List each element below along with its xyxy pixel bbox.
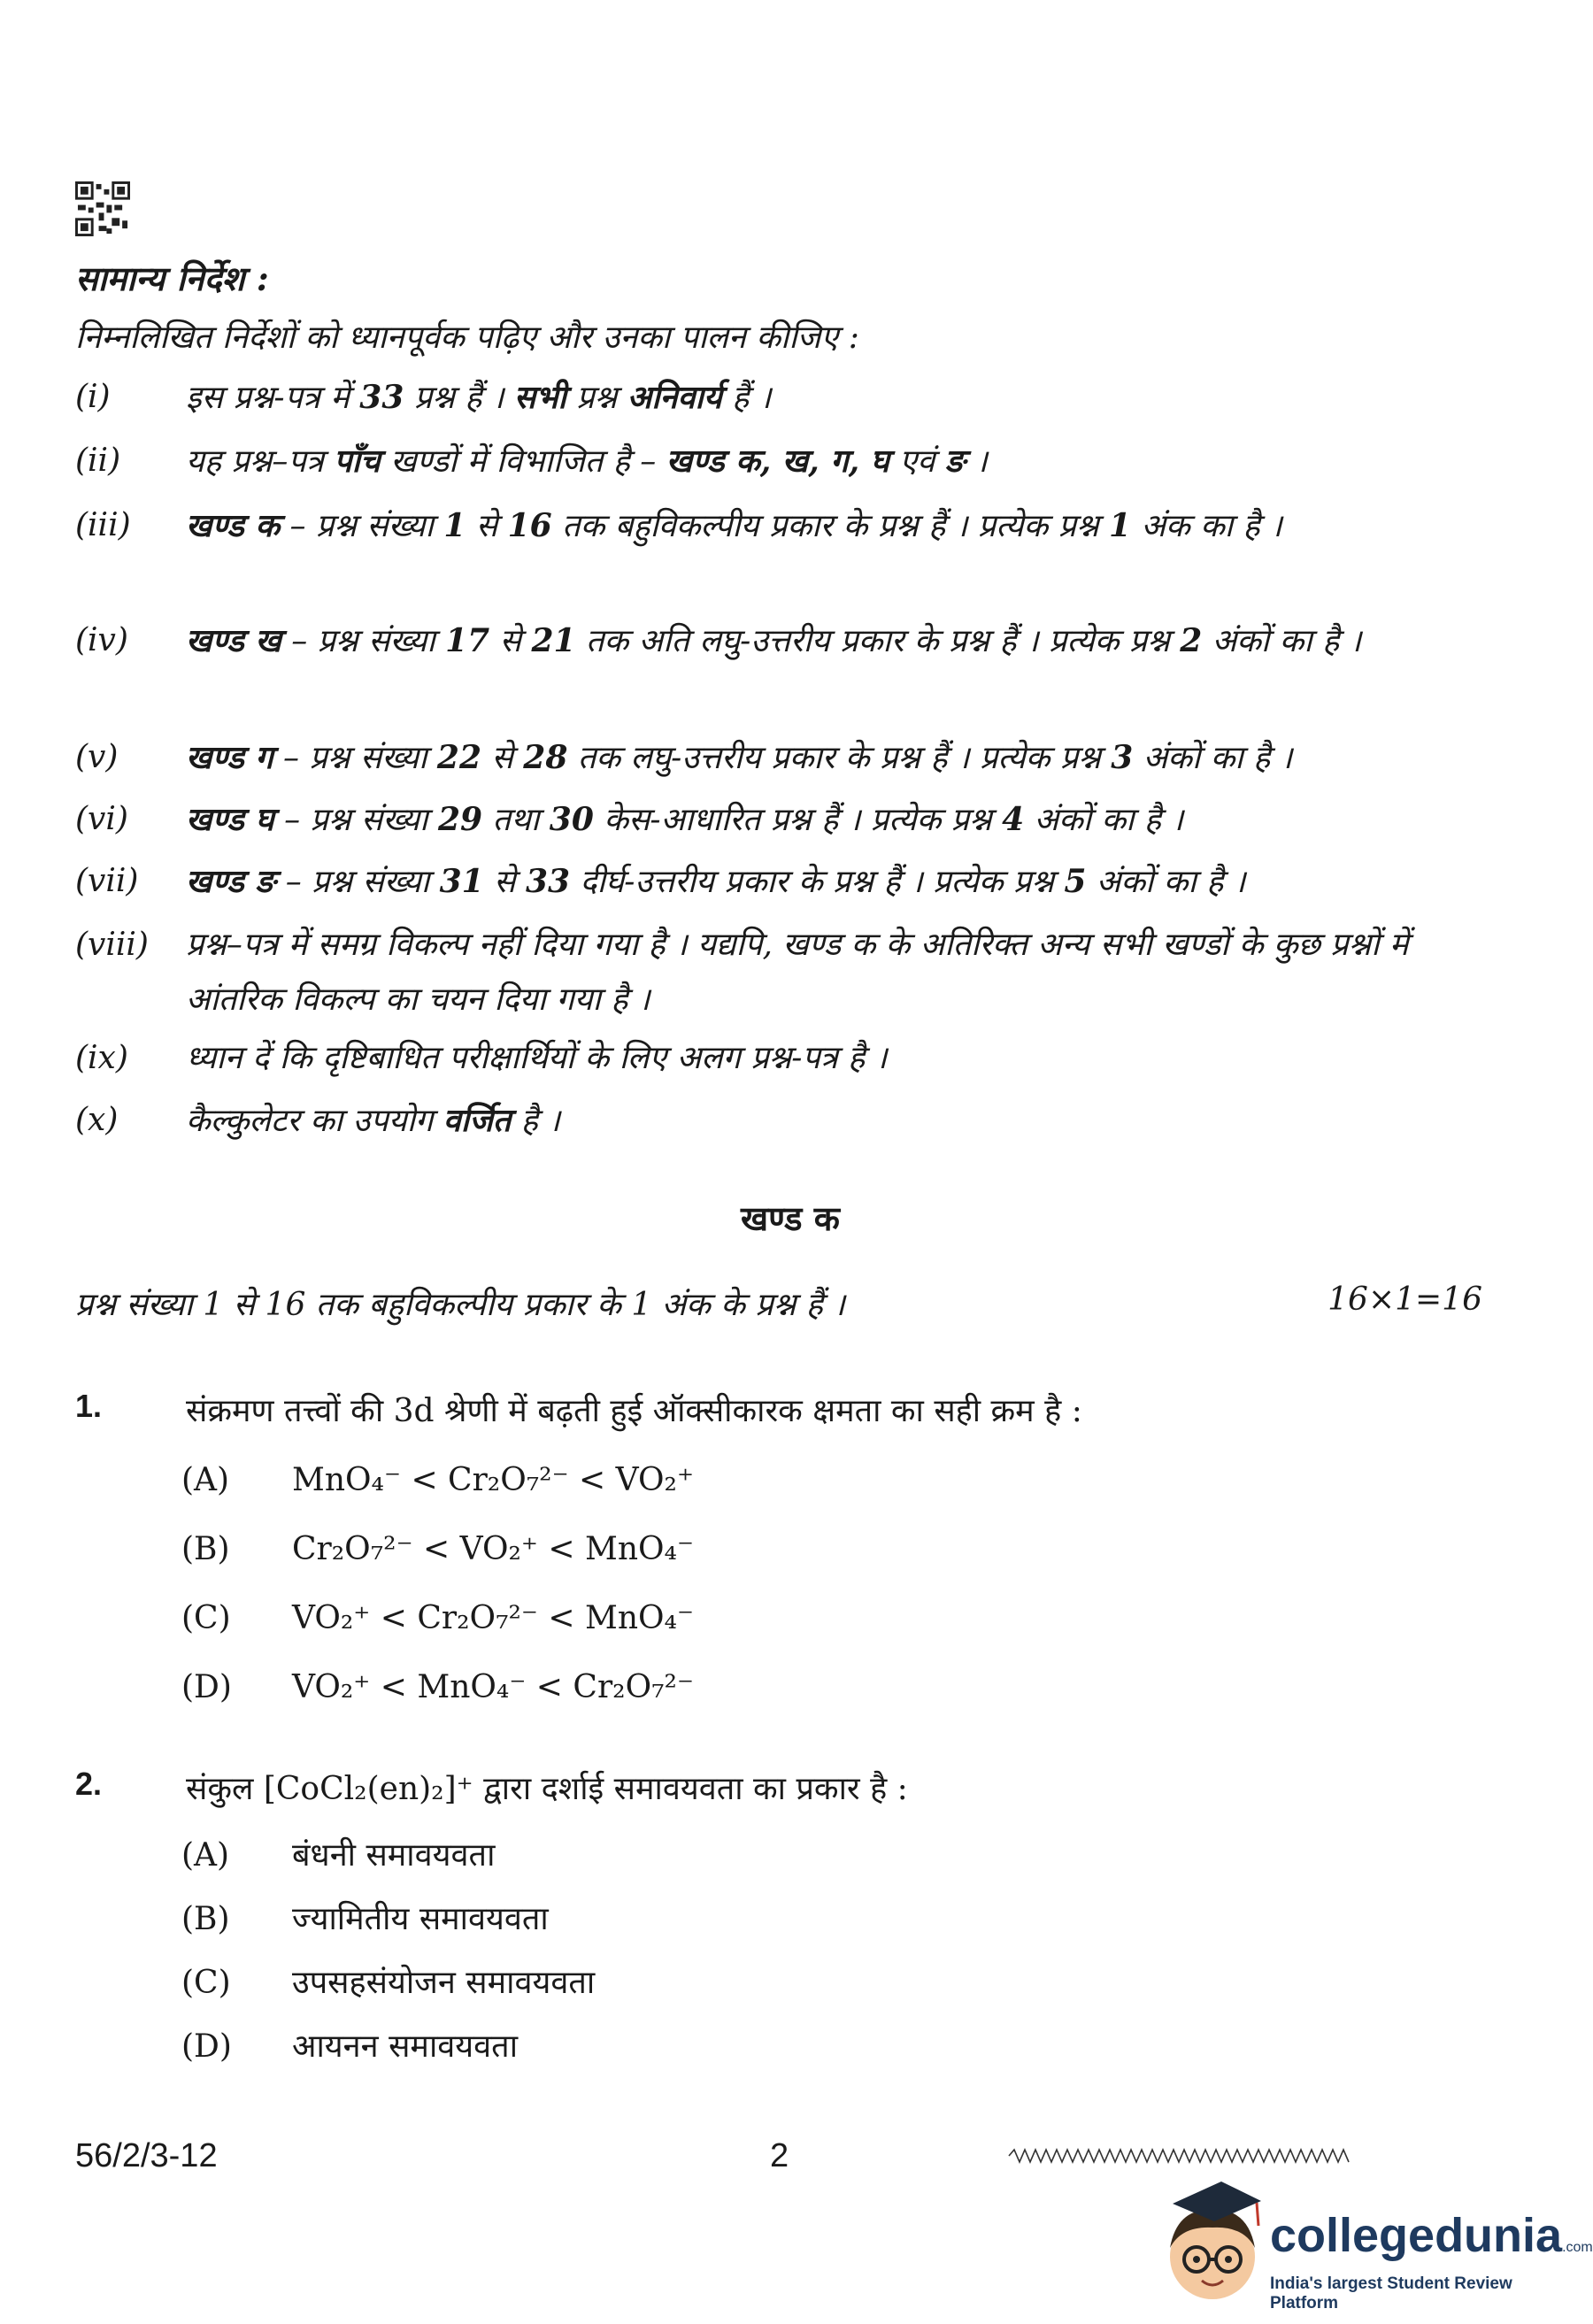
option: (A) बंधनी समावयवता (181, 1837, 496, 1874)
instruction-item: (v) खण्ड ग – प्रश्न संख्या 22 से 28 तक लघु-उत्तरीय प्रकार के प्रश्न हैं । प्रत्येक प्रश्न 3 अंकों का है । (75, 739, 1293, 776)
instruction-item: (ii) यह प्रश्न–पत्र पाँच खण्डों में विभाजित है – खण्ड क, ख, ग, घ एवं ङ । (75, 442, 988, 480)
qr-code-icon (75, 181, 130, 236)
instruction-item: (i) इस प्रश्न-पत्र में 33 प्रश्न हैं । सभी प्रश्न अनिवार्य हैं । (75, 379, 772, 416)
marks-scheme: 16×1=16 (1328, 1281, 1482, 1318)
section-title: खण्ड क (741, 1198, 840, 1238)
instruction-item: (x) कैल्कुलेटर का उपयोग वर्जित है । (75, 1102, 560, 1139)
section-instruction (75, 1281, 1482, 1325)
option: (C) उपसहसंयोजन समावयवता (181, 1965, 596, 2001)
option: (A) MnO₄⁻ < Cr₂O₇²⁻ < VO₂⁺ (181, 1462, 694, 1498)
collegedunia-logo: collegedunia.com (1270, 2209, 1593, 2262)
mcq-note: प्रश्न संख्या 1 से 16 तक बहुविकल्पीय प्रकार के 1 अंक के प्रश्न हैं । (75, 1287, 845, 1323)
option: (B) Cr₂O₇²⁻ < VO₂⁺ < MnO₄⁻ (181, 1531, 694, 1567)
instructions-intro: निम्नलिखित निर्देशों को ध्यानपूर्वक पढ़िए और उनका पालन कीजिए : (75, 319, 859, 356)
general-instructions-heading: सामान्य निर्देश : (75, 258, 269, 298)
paper-code: 56/2/3-12 (75, 2137, 218, 2174)
instruction-item: (vi) खण्ड घ – प्रश्न संख्या 29 तथा 30 केस-आधारित प्रश्न हैं । प्रत्येक प्रश्न 4 अंकों का है । (75, 801, 1184, 838)
instruction-item: (iv) खण्ड ख – प्रश्न संख्या 17 से 21 तक अति लघु-उत्तरीय प्रकार के प्रश्न हैं । प्रत्येक प्रश्न 2 अंकों का है । (75, 622, 1362, 659)
collegedunia-mascot-icon (1159, 2173, 1266, 2314)
instruction-item: (vii) खण्ड ङ – प्रश्न संख्या 31 से 33 दीर्घ-उत्तरीय प्रकार के प्रश्न हैं । प्रत्येक प्रश्न 5 अंकों का है । (75, 863, 1246, 900)
page-number: 2 (770, 2137, 789, 2174)
option: (C) VO₂⁺ < Cr₂O₇²⁻ < MnO₄⁻ (181, 1600, 694, 1636)
question-2: 2. संकुल [CoCl₂(en)₂]⁺ द्वारा दर्शाई समावयवता का प्रकार है : (75, 1766, 908, 1807)
option: (D) VO₂⁺ < MnO₄⁻ < Cr₂O₇²⁻ (181, 1669, 694, 1705)
question-text: संकुल [CoCl₂(en)₂]⁺ द्वारा दर्शाई समावयवता का प्रकार है : (186, 1771, 908, 1807)
instruction-item: (iii) खण्ड क – प्रश्न संख्या 1 से 16 तक बहुविकल्पीय प्रकार के प्रश्न हैं । प्रत्येक प्रश्न 1 अंक का है । (75, 507, 1282, 544)
instruction-item: (ix) ध्यान दें कि दृष्टिबाधित परीक्षार्थियों के लिए अलग प्रश्न-पत्र है । (75, 1040, 888, 1076)
instruction-item: (viii) प्रश्न–पत्र में समग्र विकल्प नहीं दिया गया है । यद्यपि, खण्ड क के अतिरिक्त अन्य सभी खण्डों के कुछ प्रश्नों में आंतरिक विकल्प का चयन दिया गया है । (75, 927, 1409, 1018)
logo-tagline: India's largest Student Review Platform (1270, 2274, 1512, 2312)
option: (B) ज्यामितीय समावयवता (181, 1901, 549, 1937)
wavy-line-decoration (1009, 2146, 1328, 2166)
question-text: संक्रमण तत्त्वों की 3d श्रेणी में बढ़ती हुई ऑक्सीकारक क्षमता का सही क्रम है : (186, 1393, 1082, 1429)
question-1: 1. संक्रमण तत्त्वों की 3d श्रेणी में बढ़ती हुई ऑक्सीकारक क्षमता का सही क्रम है : (75, 1388, 1082, 1429)
option: (D) आयनन समावयवता (181, 2028, 519, 2065)
